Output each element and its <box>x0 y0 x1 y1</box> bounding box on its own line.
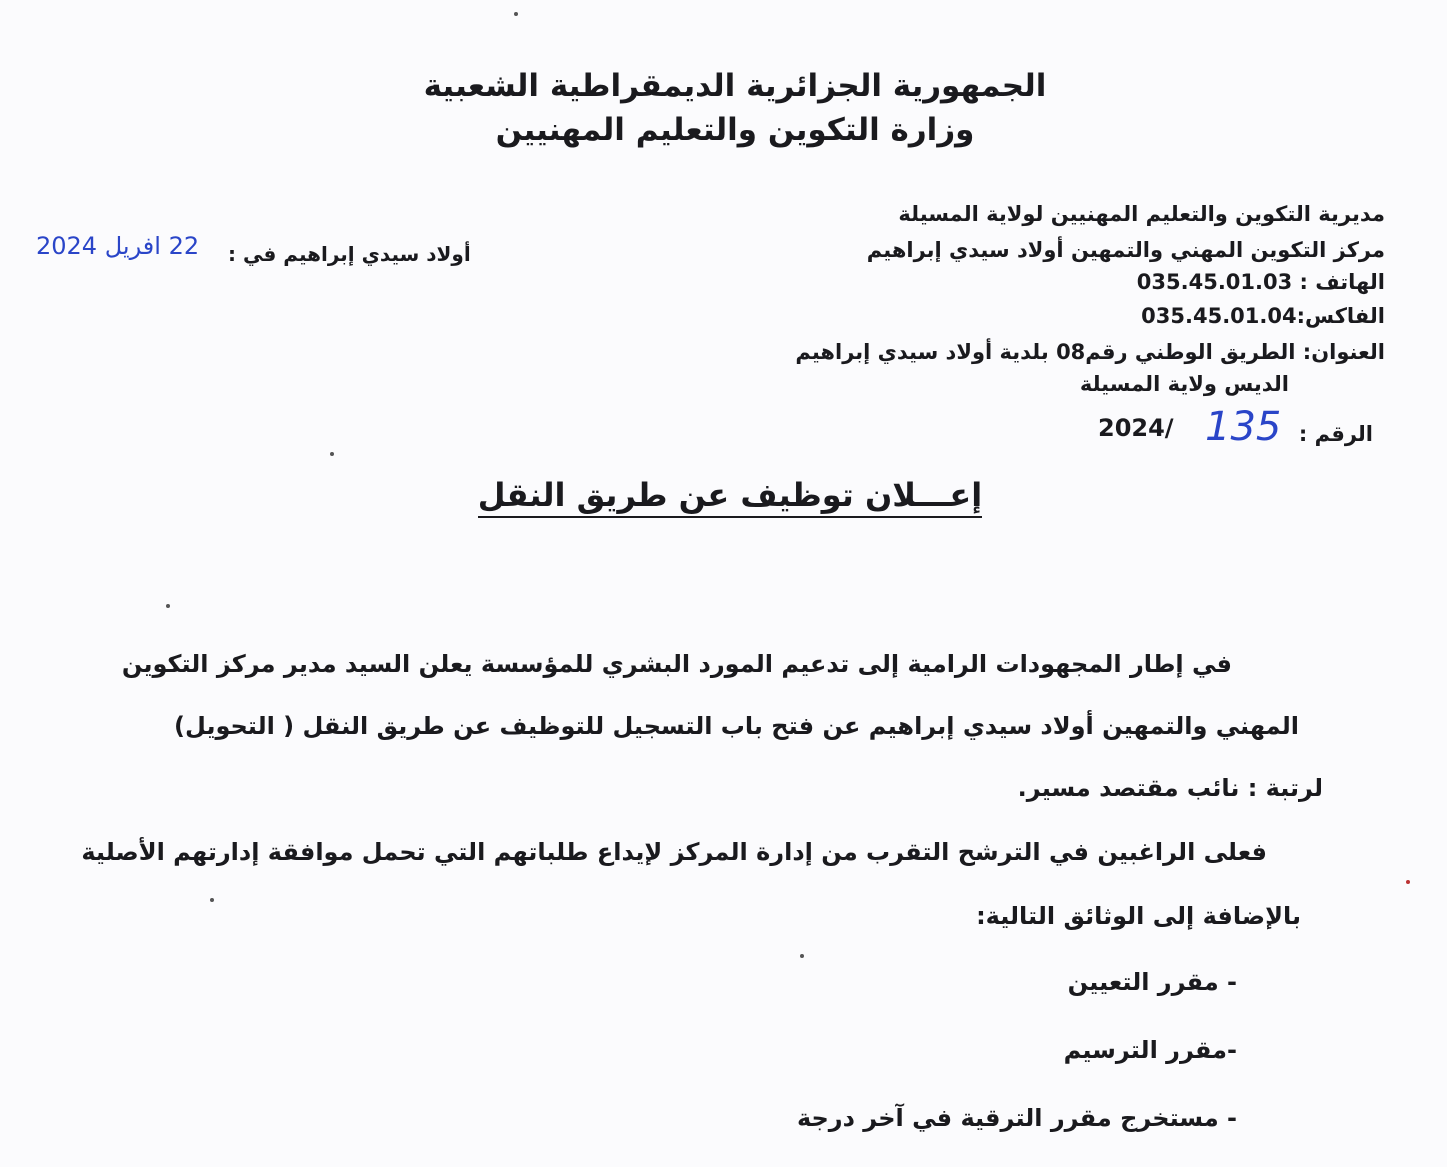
address-line2: الديس ولاية المسيلة <box>1079 372 1289 396</box>
document-item: - مقرر التعيين <box>1067 968 1237 996</box>
body-line-1: في إطار المجهودات الرامية إلى تدعيم المورد البشري للمؤسسة يعلن السيد مدير مركز التكوين <box>121 650 1232 678</box>
reference-number-handwritten: 135 <box>1205 404 1282 450</box>
address-line1: العنوان: الطريق الوطني رقم08 بلدية أولاد سيدي إبراهيم <box>795 340 1385 364</box>
scan-speck <box>210 898 214 902</box>
body-line-4: فعلى الراغبين في الترشح التقرب من إدارة المركز لإيداع طلباتهم التي تحمل موافقة إدارتهم الأصلية <box>81 838 1267 866</box>
scan-speck <box>514 12 518 16</box>
header-ministry: وزارة التكوين والتعليم المهنيين <box>495 112 975 148</box>
body-line-2: المهني والتمهين أولاد سيدي إبراهيم عن فتح باب التسجيل للتوظيف عن طريق النقل ( التحويل) <box>174 712 1299 740</box>
header-republic: الجمهورية الجزائرية الديمقراطية الشعبية <box>423 68 1047 104</box>
phone: الهاتف : 035.45.01.03 <box>1136 270 1385 294</box>
body-line-5: بالإضافة إلى الوثائق التالية: <box>976 902 1301 930</box>
reference-year: 2024/ <box>1098 414 1174 442</box>
handwritten-date: 22 افريل 2024 <box>36 232 200 260</box>
scan-speck <box>330 452 334 456</box>
document-item: - مستخرج مقرر الترقية في آخر درجة <box>796 1104 1237 1132</box>
scan-speck <box>1406 880 1410 884</box>
fax: الفاكس:035.45.01.04 <box>1141 304 1385 328</box>
center-name: مركز التكوين المهني والتمهين أولاد سيدي إبراهيم <box>866 238 1385 262</box>
directorate-name: مديرية التكوين والتعليم المهنيين لولاية المسيلة <box>898 202 1385 226</box>
announcement-title-text: إعـــلان توظيف عن طريق النقل <box>478 476 982 518</box>
document-item: -مقرر الترسيم <box>1063 1036 1237 1064</box>
announcement-title <box>470 476 990 514</box>
body-line-3: لرتبة : نائب مقتصد مسير. <box>1017 774 1323 802</box>
scan-speck <box>166 604 170 608</box>
scan-speck <box>800 954 804 958</box>
place-date-label: أولاد سيدي إبراهيم في : <box>228 242 471 266</box>
reference-label: الرقم : <box>1298 422 1373 446</box>
